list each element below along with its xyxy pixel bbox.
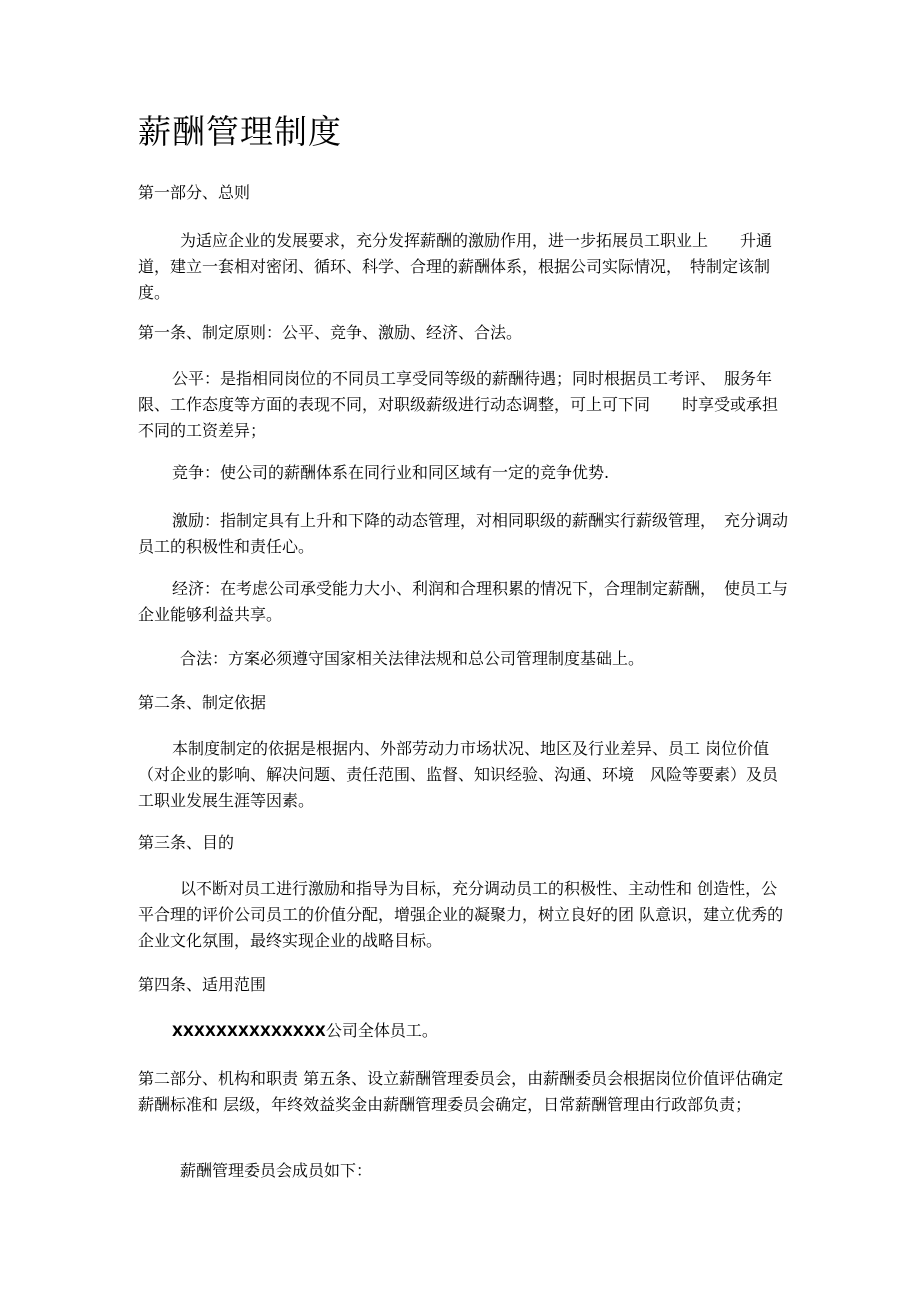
document-title: 薪酬管理制度 xyxy=(138,112,342,151)
company-placeholder: XXXXXXXXXXXXXX xyxy=(172,1024,326,1040)
paragraph-economy: 经济：在考虑公司承受能力大小、利润和合理积累的情况下，合理制定薪酬， 使员工与企业能够利益共享。 xyxy=(138,579,789,624)
section-heading-part1: 第一部分、总则 xyxy=(138,183,251,202)
paragraph-fairness: 公平：是指相同岗位的不同员工享受同等级的薪酬待遇；同时根据员工考评、 服务年限、工作态度等方面的表现不同，对职级薪级进行动态调整，可上可下同 时享受或承担不同的工资差异； xyxy=(138,369,779,440)
paragraph-incentive: 激励：指制定具有上升和下降的动态管理，对相同职级的薪酬实行薪级管理， 充分调动员工的积极性和责任心。 xyxy=(138,511,789,556)
paragraph-part2-article5: 第二部分、机构和职责 第五条、设立薪酬管理委员会，由薪酬委员会根据岗位价值评估确定薪酬标准和 层级，年终效益奖金由薪酬管理委员会确定，日常薪酬管理由行政部负责； xyxy=(138,1069,784,1114)
article-3-heading: 第三条、目的 xyxy=(138,833,235,852)
paragraph-intro: 为适应企业的发展要求，充分发挥薪酬的激励作用，进一步拓展员工职业上 升通道，建立一套相对密闭、循环、科学、合理的薪酬体系，根据公司实际情况， 特制定该制度。 xyxy=(138,231,773,302)
paragraph-competition: 竞争：使公司的薪酬体系在同行业和同区域有一定的竞争优势. xyxy=(172,463,610,482)
article-4-heading: 第四条、适用范围 xyxy=(138,975,267,994)
paragraph-committee-members: 薪酬管理委员会成员如下： xyxy=(180,1161,373,1180)
paragraph-legality: 合法：方案必须遵守国家相关法律法规和总公司管理制度基础上。 xyxy=(180,649,645,668)
scope-text: 公司全体员工。 xyxy=(325,1021,438,1040)
paragraph-basis: 本制度制定的依据是根据内、外部劳动力市场状况、地区及行业差异、员工 岗位价值（对企业的影响、解决问题、责任范围、监督、知识经验、沟通、环境 风险等要素）及员工职业发展生涯等因素。 xyxy=(138,739,779,810)
article-1-heading: 第一条、制定原则：公平、竞争、激励、经济、合法。 xyxy=(138,323,523,342)
paragraph-purpose: 以不断对员工进行激励和指导为目标，充分调动员工的积极性、主动性和 创造性，公平合理的评价公司员工的价值分配，增强企业的凝聚力，树立良好的团 队意识，建立优秀的企业文化氛围，最终实现企业的战略目标。 xyxy=(138,879,784,950)
paragraph-scope xyxy=(172,1018,822,1045)
article-2-heading: 第二条、制定依据 xyxy=(138,693,267,712)
